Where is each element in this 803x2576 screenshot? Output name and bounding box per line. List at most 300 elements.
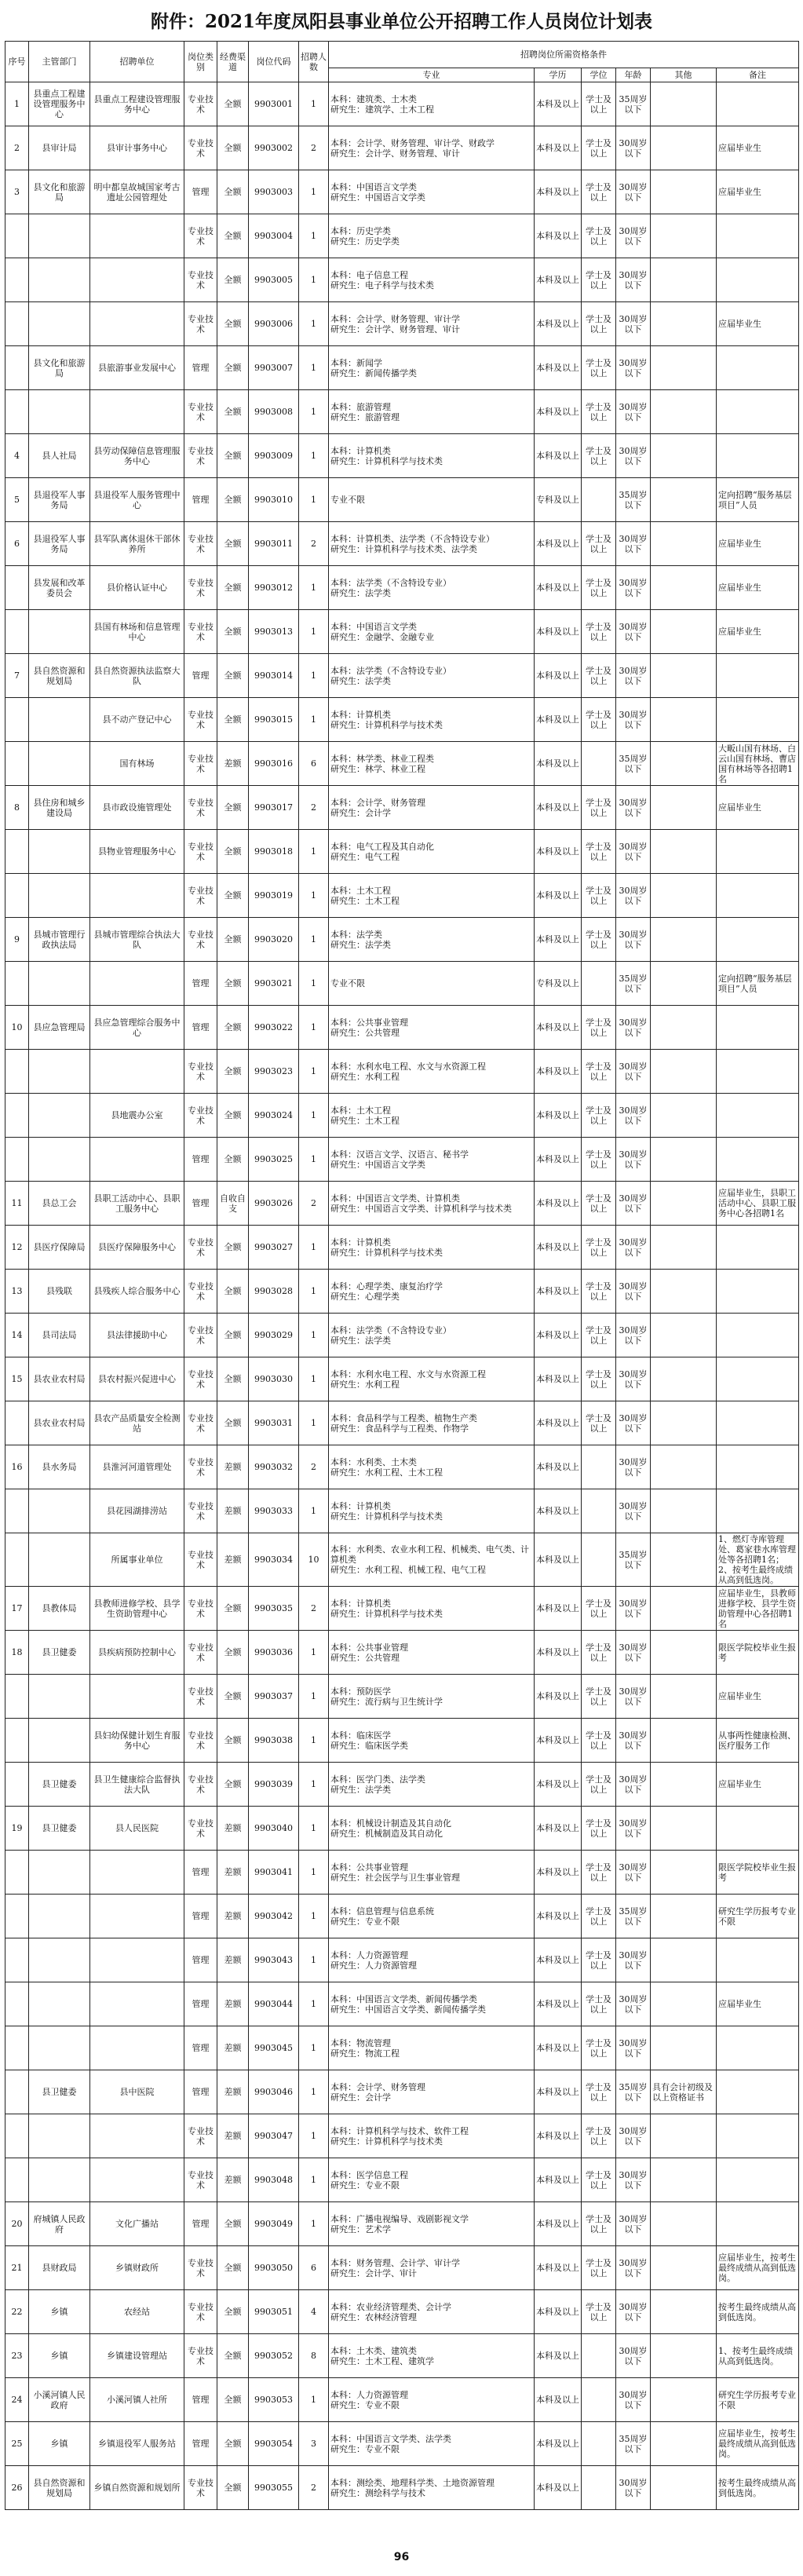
cell-code: 9903027: [249, 1226, 299, 1270]
cell-remark: [717, 1357, 799, 1401]
cell-channel: 全额: [217, 302, 249, 346]
cell-unit: 县旅游事业发展中心: [90, 346, 184, 390]
table-row: [5, 830, 799, 874]
cell-category: 专业技术: [184, 742, 217, 786]
cell-other: [651, 2026, 717, 2070]
cell-major: 本科：广播电视编导、戏剧影视文学 研究生：艺术学: [329, 2202, 535, 2246]
cell-seq: [5, 1982, 29, 2026]
header-conditions: 招聘岗位所需资格条件: [329, 42, 799, 68]
cell-channel: 全额: [217, 2202, 249, 2246]
table-row: [5, 1226, 799, 1270]
table-row: [5, 302, 799, 346]
cell-major: 本科：土木工程 研究生：土木工程: [329, 874, 535, 918]
cell-other: [651, 1763, 717, 1807]
cell-education: 本科及以上: [535, 1050, 582, 1094]
cell-remark: 研究生学历报考专业不限: [717, 1895, 799, 1938]
cell-other: [651, 1533, 717, 1587]
cell-degree: 学士及以上: [582, 918, 616, 962]
cell-seq: [5, 1719, 29, 1763]
cell-education: 本科及以上: [535, 2334, 582, 2378]
cell-seq: 2: [5, 126, 29, 170]
cell-category: 专业技术: [184, 2158, 217, 2202]
cell-code: 9903029: [249, 1314, 299, 1357]
cell-channel: 全额: [217, 1587, 249, 1631]
cell-code: 9903023: [249, 1050, 299, 1094]
cell-channel: 全额: [217, 390, 249, 434]
header-category: 岗位类别: [184, 42, 217, 82]
cell-remark: 研究生学历报考专业不限: [717, 2378, 799, 2422]
cell-count: 1: [299, 1675, 329, 1719]
cell-seq: [5, 2158, 29, 2202]
cell-remark: [717, 2114, 799, 2158]
cell-other: [651, 1895, 717, 1938]
cell-remark: [717, 346, 799, 390]
header-other: 其他: [651, 68, 717, 82]
table-row: [5, 1445, 799, 1489]
cell-remark: [717, 214, 799, 258]
cell-category: 管理: [184, 346, 217, 390]
cell-age: 35周岁以下: [616, 2070, 651, 2114]
cell-seq: 1: [5, 82, 29, 126]
cell-code: 9903014: [249, 654, 299, 698]
cell-major: 专业不限: [329, 962, 535, 1006]
cell-category: 专业技术: [184, 1357, 217, 1401]
cell-count: 3: [299, 2422, 329, 2466]
cell-code: 9903035: [249, 1587, 299, 1631]
cell-channel: 全额: [217, 1314, 249, 1357]
cell-education: 本科及以上: [535, 1270, 582, 1314]
cell-seq: 24: [5, 2378, 29, 2422]
cell-count: 1: [299, 1631, 329, 1675]
cell-dept: 县审计局: [29, 126, 90, 170]
cell-other: [651, 918, 717, 962]
cell-dept: 县农业农村局: [29, 1401, 90, 1445]
page-number: 96: [393, 2551, 410, 2563]
cell-major: 本科：食品科学与工程类、植物生产类 研究生：食品科学与工程类、作物学: [329, 1401, 535, 1445]
cell-remark: [717, 82, 799, 126]
cell-unit: [90, 2114, 184, 2158]
cell-unit: [90, 2158, 184, 2202]
header-degree: 学位: [582, 68, 616, 82]
cell-major: 本科：水利类、土木类 研究生：水利工程、土木工程: [329, 1445, 535, 1489]
cell-code: 9903050: [249, 2246, 299, 2290]
cell-dept: 县自然资源和规划局: [29, 2466, 90, 2510]
cell-channel: 全额: [217, 1631, 249, 1675]
cell-education: 专科及以上: [535, 962, 582, 1006]
cell-education: 本科及以上: [535, 2202, 582, 2246]
table-row: [5, 1938, 799, 1982]
cell-count: 1: [299, 478, 329, 522]
cell-category: 专业技术: [184, 698, 217, 742]
cell-dept: [29, 1938, 90, 1982]
cell-dept: [29, 874, 90, 918]
cell-channel: 差额: [217, 2114, 249, 2158]
cell-seq: 25: [5, 2422, 29, 2466]
cell-education: 本科及以上: [535, 830, 582, 874]
cell-category: 专业技术: [184, 1050, 217, 1094]
cell-other: [651, 962, 717, 1006]
cell-count: 1: [299, 2026, 329, 2070]
cell-category: 管理: [184, 1938, 217, 1982]
cell-code: 9903036: [249, 1631, 299, 1675]
cell-count: 1: [299, 962, 329, 1006]
cell-age: 30周岁以下: [616, 2378, 651, 2422]
table-row: [5, 1489, 799, 1533]
cell-other: [651, 2466, 717, 2510]
cell-other: [651, 1050, 717, 1094]
cell-count: 1: [299, 566, 329, 610]
cell-major: 本科：水利水电工程、水文与水资源工程 研究生：水利工程: [329, 1050, 535, 1094]
cell-channel: 差额: [217, 1982, 249, 2026]
cell-seq: 12: [5, 1226, 29, 1270]
table-row: [5, 2246, 799, 2290]
cell-unit: 县国有林场和信息管理中心: [90, 610, 184, 654]
cell-dept: [29, 742, 90, 786]
cell-code: 9903040: [249, 1807, 299, 1851]
cell-count: 1: [299, 82, 329, 126]
cell-dept: 县医疗保障局: [29, 1226, 90, 1270]
cell-degree: 学士及以上: [582, 1763, 616, 1807]
cell-unit: 县医疗保障服务中心: [90, 1226, 184, 1270]
cell-channel: 全额: [217, 962, 249, 1006]
cell-remark: 1、燃灯寺库管理处、葛家巷水库管理处等各招聘1名；2、按考生最终成绩从高到低选岗。: [717, 1533, 799, 1587]
cell-code: 9903017: [249, 786, 299, 830]
cell-age: 30周岁以下: [616, 390, 651, 434]
cell-seq: 18: [5, 1631, 29, 1675]
cell-remark: [717, 874, 799, 918]
cell-major: 本科：电子信息工程 研究生：电子科学与技术类: [329, 258, 535, 302]
cell-dept: 县退役军人事务局: [29, 522, 90, 566]
cell-major: 本科：中国语言文学类 研究生：金融学、金融专业: [329, 610, 535, 654]
cell-other: [651, 1138, 717, 1182]
cell-channel: 全额: [217, 698, 249, 742]
cell-code: 9903024: [249, 1094, 299, 1138]
cell-seq: [5, 2114, 29, 2158]
table-row: [5, 1270, 799, 1314]
cell-degree: 学士及以上: [582, 654, 616, 698]
cell-channel: 全额: [217, 2378, 249, 2422]
cell-count: 2: [299, 2466, 329, 2510]
cell-count: 1: [299, 2114, 329, 2158]
cell-age: 30周岁以下: [616, 654, 651, 698]
cell-major: 本科：心理学类、康复治疗学 研究生：心理学类: [329, 1270, 535, 1314]
cell-code: 9903006: [249, 302, 299, 346]
cell-education: 本科及以上: [535, 2246, 582, 2290]
cell-code: 9903028: [249, 1270, 299, 1314]
cell-age: 30周岁以下: [616, 1982, 651, 2026]
cell-major: 本科：土木类、建筑类 研究生：土木工程、建筑学: [329, 2334, 535, 2378]
cell-degree: 学士及以上: [582, 2290, 616, 2334]
table-row: [5, 126, 799, 170]
cell-seq: [5, 2026, 29, 2070]
cell-unit: [90, 390, 184, 434]
cell-education: 本科及以上: [535, 1982, 582, 2026]
cell-code: 9903052: [249, 2334, 299, 2378]
cell-unit: 县淮河河道管理处: [90, 1445, 184, 1489]
cell-seq: [5, 346, 29, 390]
cell-count: 1: [299, 258, 329, 302]
cell-other: [651, 390, 717, 434]
cell-dept: [29, 610, 90, 654]
cell-age: 30周岁以下: [616, 1050, 651, 1094]
cell-seq: 16: [5, 1445, 29, 1489]
cell-degree: [582, 2378, 616, 2422]
cell-education: 本科及以上: [535, 1675, 582, 1719]
cell-other: [651, 1982, 717, 2026]
cell-seq: [5, 1895, 29, 1938]
cell-major: 本科：农业经济管理类、会计学 研究生：农林经济管理: [329, 2290, 535, 2334]
recruitment-table-container: [5, 41, 798, 2531]
cell-remark: 应届毕业生: [717, 522, 799, 566]
cell-unit: 县劳动保障信息管理服务中心: [90, 434, 184, 478]
cell-other: [651, 830, 717, 874]
cell-count: 1: [299, 214, 329, 258]
cell-age: 30周岁以下: [616, 2290, 651, 2334]
cell-age: 30周岁以下: [616, 1675, 651, 1719]
cell-age: 30周岁以下: [616, 1763, 651, 1807]
cell-remark: [717, 1138, 799, 1182]
cell-unit: 县不动产登记中心: [90, 698, 184, 742]
cell-major: 本科：中国语言文学类 研究生：中国语言文学类: [329, 170, 535, 214]
cell-education: 本科及以上: [535, 2026, 582, 2070]
cell-dept: [29, 1489, 90, 1533]
cell-age: 30周岁以下: [616, 2114, 651, 2158]
cell-count: 1: [299, 874, 329, 918]
cell-seq: [5, 2070, 29, 2114]
cell-count: 1: [299, 2070, 329, 2114]
page-title: 附件：2021年度凤阳县事业单位公开招聘工作人员岗位计划表: [150, 11, 652, 32]
cell-age: 30周岁以下: [616, 258, 651, 302]
cell-age: 35周岁以下: [616, 1895, 651, 1938]
cell-age: 30周岁以下: [616, 170, 651, 214]
cell-age: 35周岁以下: [616, 1533, 651, 1587]
cell-other: [651, 214, 717, 258]
cell-count: 1: [299, 1270, 329, 1314]
cell-dept: [29, 1982, 90, 2026]
cell-other: [651, 1631, 717, 1675]
cell-education: 专科及以上: [535, 478, 582, 522]
cell-education: 本科及以上: [535, 1401, 582, 1445]
cell-unit: 县残疾人综合服务中心: [90, 1270, 184, 1314]
cell-age: 30周岁以下: [616, 2466, 651, 2510]
cell-code: 9903018: [249, 830, 299, 874]
cell-category: 专业技术: [184, 1094, 217, 1138]
cell-seq: [5, 698, 29, 742]
cell-other: [651, 874, 717, 918]
cell-unit: 县市政设施管理处: [90, 786, 184, 830]
cell-remark: [717, 258, 799, 302]
cell-category: 管理: [184, 1851, 217, 1895]
cell-category: 专业技术: [184, 1401, 217, 1445]
cell-age: 30周岁以下: [616, 2334, 651, 2378]
cell-seq: [5, 1489, 29, 1533]
cell-code: 9903012: [249, 566, 299, 610]
cell-education: 本科及以上: [535, 566, 582, 610]
cell-other: [651, 522, 717, 566]
cell-category: 专业技术: [184, 434, 217, 478]
cell-education: 本科及以上: [535, 698, 582, 742]
cell-seq: 23: [5, 2334, 29, 2378]
cell-dept: [29, 2114, 90, 2158]
cell-education: 本科及以上: [535, 1094, 582, 1138]
cell-major: 本科：会计学、财务管理 研究生：会计学: [329, 786, 535, 830]
cell-remark: 定向招聘“服务基层项目”人员: [717, 962, 799, 1006]
cell-age: 30周岁以下: [616, 874, 651, 918]
cell-code: 9903041: [249, 1851, 299, 1895]
cell-channel: 全额: [217, 830, 249, 874]
cell-channel: 差额: [217, 1445, 249, 1489]
cell-degree: [582, 2422, 616, 2466]
cell-major: 本科：中国语言文学类、法学类 研究生：专业不限: [329, 2422, 535, 2466]
cell-code: 9903001: [249, 82, 299, 126]
cell-age: 30周岁以下: [616, 1445, 651, 1489]
cell-dept: 县卫健委: [29, 1631, 90, 1675]
table-row: [5, 1895, 799, 1938]
cell-code: 9903010: [249, 478, 299, 522]
cell-channel: 全额: [217, 346, 249, 390]
cell-major: 本科：公共事业管理 研究生：公共管理: [329, 1631, 535, 1675]
cell-channel: 全额: [217, 1138, 249, 1182]
cell-code: 9903042: [249, 1895, 299, 1938]
cell-dept: [29, 698, 90, 742]
cell-channel: 全额: [217, 654, 249, 698]
cell-other: [651, 1006, 717, 1050]
table-row: [5, 742, 799, 786]
cell-remark: 应届毕业生: [717, 1982, 799, 2026]
cell-age: 30周岁以下: [616, 566, 651, 610]
cell-channel: 全额: [217, 214, 249, 258]
cell-channel: 全额: [217, 610, 249, 654]
cell-degree: 学士及以上: [582, 786, 616, 830]
cell-major: 本科：电气工程及其自动化 研究生：电气工程: [329, 830, 535, 874]
cell-other: [651, 1270, 717, 1314]
cell-age: 30周岁以下: [616, 786, 651, 830]
cell-unit: 县价格认证中心: [90, 566, 184, 610]
cell-dept: [29, 1895, 90, 1938]
cell-degree: 学士及以上: [582, 566, 616, 610]
cell-count: 1: [299, 654, 329, 698]
cell-seq: 17: [5, 1587, 29, 1631]
cell-other: [651, 566, 717, 610]
cell-unit: [90, 214, 184, 258]
cell-age: 30周岁以下: [616, 1270, 651, 1314]
cell-seq: [5, 1094, 29, 1138]
cell-education: 本科及以上: [535, 1445, 582, 1489]
cell-category: 专业技术: [184, 830, 217, 874]
cell-code: 9903026: [249, 1182, 299, 1226]
cell-dept: 乡镇: [29, 2290, 90, 2334]
table-row: [5, 918, 799, 962]
cell-degree: 学士及以上: [582, 1807, 616, 1851]
cell-education: 本科及以上: [535, 918, 582, 962]
cell-unit: 县城市管理综合执法大队: [90, 918, 184, 962]
cell-channel: 全额: [217, 2290, 249, 2334]
cell-other: [651, 2202, 717, 2246]
cell-education: 本科及以上: [535, 2422, 582, 2466]
cell-category: 管理: [184, 1138, 217, 1182]
cell-other: [651, 1587, 717, 1631]
cell-dept: 县残联: [29, 1270, 90, 1314]
cell-remark: [717, 1938, 799, 1982]
cell-degree: 学士及以上: [582, 1982, 616, 2026]
cell-dept: 县重点工程建设管理服务中心: [29, 82, 90, 126]
cell-degree: [582, 2466, 616, 2510]
cell-category: 管理: [184, 2422, 217, 2466]
cell-major: 本科：旅游管理 研究生：旅游管理: [329, 390, 535, 434]
cell-code: 9903046: [249, 2070, 299, 2114]
cell-education: 本科及以上: [535, 1489, 582, 1533]
cell-major: 本科：人力资源管理 研究生：专业不限: [329, 2378, 535, 2422]
cell-code: 9903049: [249, 2202, 299, 2246]
cell-category: 专业技术: [184, 522, 217, 566]
cell-channel: 差额: [217, 1489, 249, 1533]
cell-major: 本科：新闻学 研究生：新闻传播学类: [329, 346, 535, 390]
cell-remark: [717, 2070, 799, 2114]
cell-education: 本科及以上: [535, 874, 582, 918]
cell-dept: 县水务局: [29, 1445, 90, 1489]
cell-remark: [717, 698, 799, 742]
cell-other: [651, 1719, 717, 1763]
cell-degree: [582, 2334, 616, 2378]
cell-count: 1: [299, 302, 329, 346]
cell-count: 1: [299, 1719, 329, 1763]
cell-count: 1: [299, 2202, 329, 2246]
cell-remark: 按考生最终成绩从高到低选岗。: [717, 2466, 799, 2510]
cell-count: 2: [299, 522, 329, 566]
cell-unit: 所属事业单位: [90, 1533, 184, 1587]
cell-dept: [29, 302, 90, 346]
cell-degree: 学士及以上: [582, 1401, 616, 1445]
cell-education: 本科及以上: [535, 522, 582, 566]
cell-seq: [5, 874, 29, 918]
cell-count: 1: [299, 346, 329, 390]
cell-remark: 应届毕业生: [717, 786, 799, 830]
cell-channel: 差额: [217, 1938, 249, 1982]
cell-code: 9903055: [249, 2466, 299, 2510]
cell-code: 9903039: [249, 1763, 299, 1807]
cell-age: 30周岁以下: [616, 918, 651, 962]
cell-remark: [717, 1226, 799, 1270]
cell-channel: 全额: [217, 478, 249, 522]
cell-seq: [5, 1050, 29, 1094]
cell-category: 专业技术: [184, 1807, 217, 1851]
cell-channel: 全额: [217, 1270, 249, 1314]
cell-education: 本科及以上: [535, 170, 582, 214]
cell-major: 本科：计算机类、法学类（不含特设专业） 研究生：计算机科学与技术类、法学类: [329, 522, 535, 566]
cell-unit: [90, 1851, 184, 1895]
cell-seq: 22: [5, 2290, 29, 2334]
cell-dept: 县卫健委: [29, 1807, 90, 1851]
cell-count: 1: [299, 830, 329, 874]
cell-degree: 学士及以上: [582, 1226, 616, 1270]
cell-degree: [582, 1489, 616, 1533]
cell-education: 本科及以上: [535, 2158, 582, 2202]
cell-unit: 县花园湖排涝站: [90, 1489, 184, 1533]
cell-category: 专业技术: [184, 918, 217, 962]
cell-unit: [90, 1982, 184, 2026]
cell-category: 管理: [184, 478, 217, 522]
cell-age: 35周岁以下: [616, 742, 651, 786]
cell-count: 1: [299, 610, 329, 654]
cell-dept: 县自然资源和规划局: [29, 654, 90, 698]
cell-age: 35周岁以下: [616, 82, 651, 126]
cell-remark: [717, 390, 799, 434]
cell-code: 9903020: [249, 918, 299, 962]
cell-age: 30周岁以下: [616, 1182, 651, 1226]
cell-unit: [90, 258, 184, 302]
cell-major: 本科：测绘类、地理科学类、土地资源管理 研究生：测绘科学与技术: [329, 2466, 535, 2510]
cell-seq: 7: [5, 654, 29, 698]
